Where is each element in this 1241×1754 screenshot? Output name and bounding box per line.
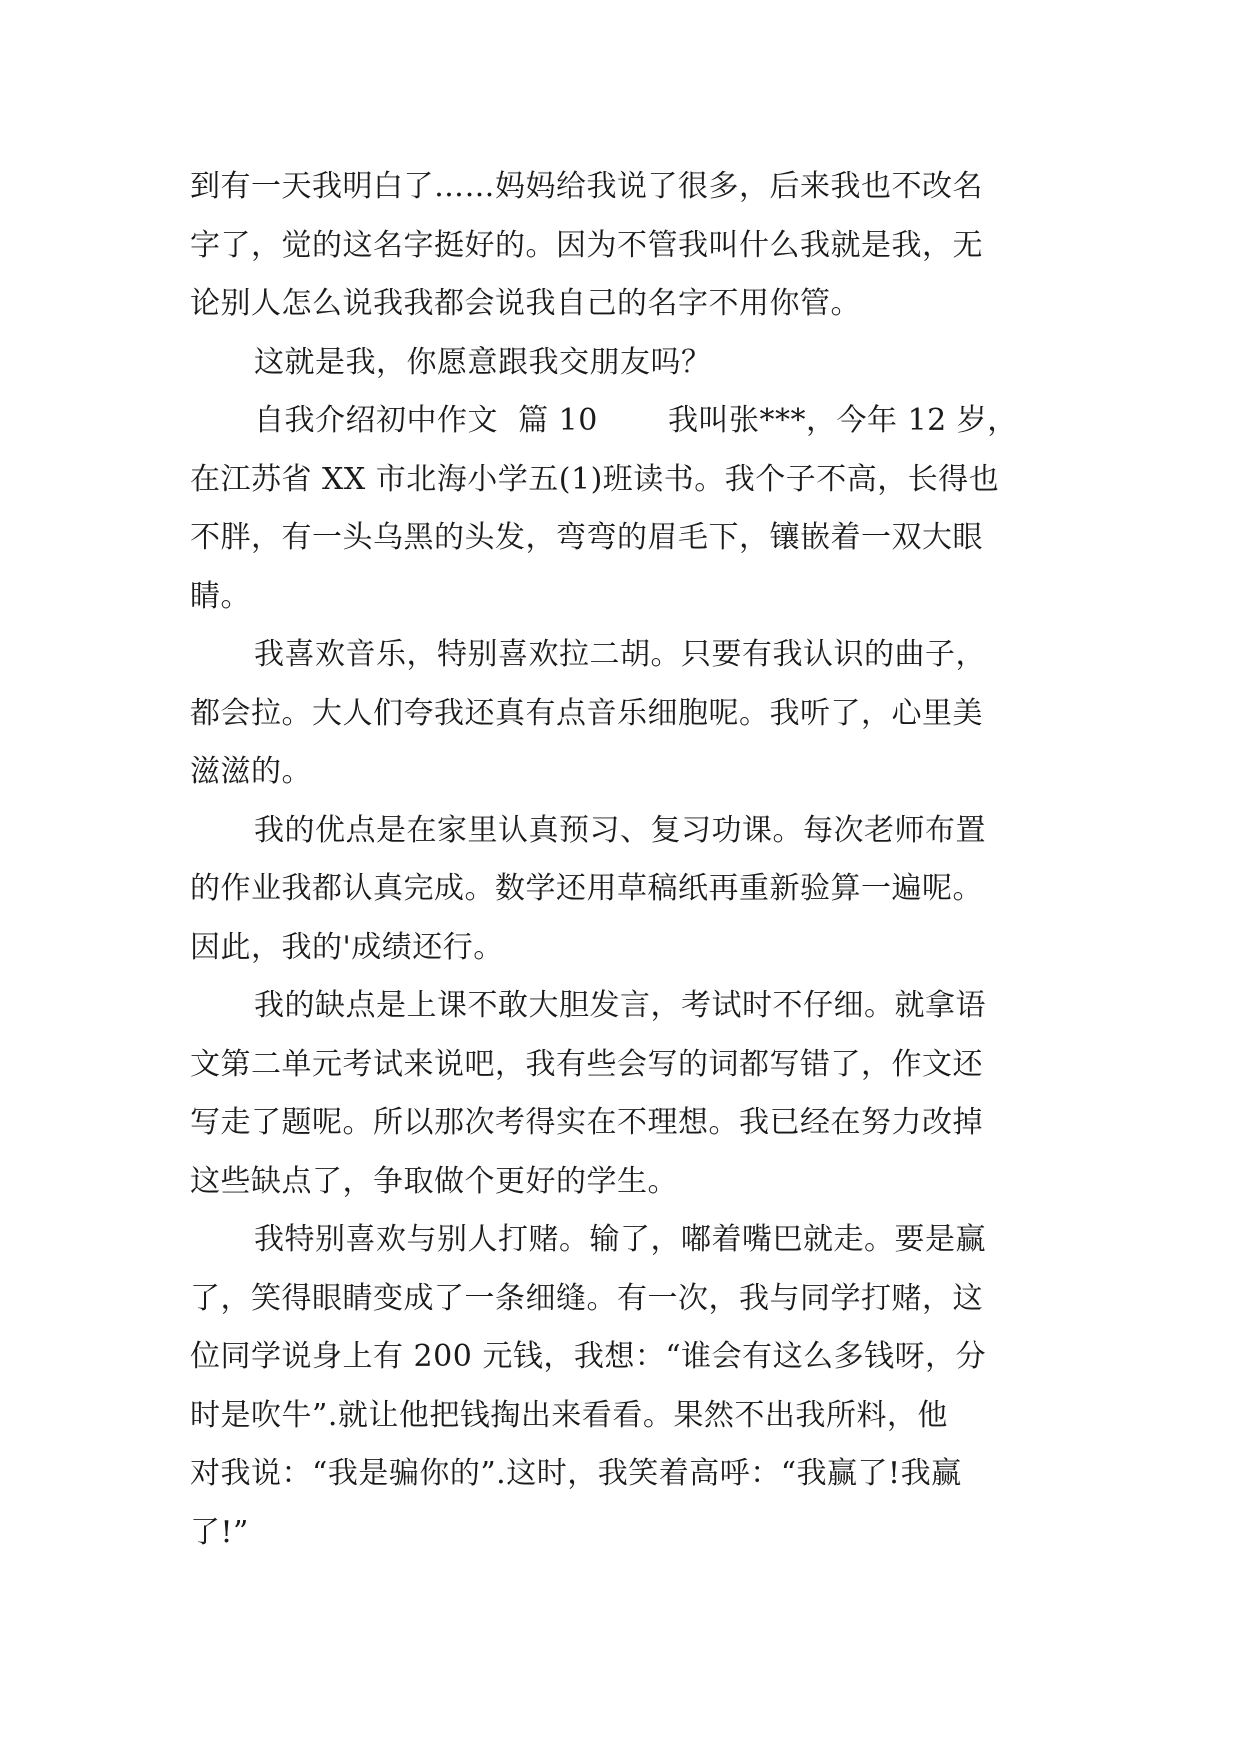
section-heading-line: 自我介绍初中作文 篇 10 我叫张***，今年 12 岁，: [254, 403, 1018, 438]
text-line: 都会拉。大人们夸我还真有点音乐细胞呢。我听了，心里美: [190, 695, 983, 731]
text-line: 我的优点是在家里认真预习、复习功课。每次老师布置: [254, 812, 986, 848]
text-line: 滋滋的。: [190, 754, 312, 789]
text-line: 论别人怎么说我我都会说我自己的名字不用你管。: [190, 286, 861, 321]
text-line: 的作业我都认真完成。数学还用草稿纸再重新验算一遍呢。: [190, 871, 983, 906]
text-line: 文第二单元考试来说吧，我有些会写的词都写错了，作文还: [190, 1046, 983, 1082]
text-line: 因此，我的'成绩还行。: [190, 929, 504, 965]
text-line: 到有一天我明白了……妈妈给我说了很多，后来我也不改名: [190, 169, 983, 204]
text-line: 写走了题呢。所以那次考得实在不理想。我已经在努力改掉: [190, 1105, 983, 1140]
text-line: 位同学说身上有 200 元钱，我想：“谁会有这么多钱呀，分: [190, 1339, 987, 1374]
text-line: 了，笑得眼睛变成了一条细缝。有一次，我与同学打赌，这: [190, 1280, 983, 1316]
text-line: 对我说：“我是骗你的”.这时，我笑着高呼：“我赢了!我赢: [190, 1456, 962, 1491]
text-line: 不胖，有一头乌黑的头发，弯弯的眉毛下，镶嵌着一双大眼: [190, 520, 983, 555]
text-line: 这些缺点了，争取做个更好的学生。: [190, 1163, 678, 1199]
text-line: 我的缺点是上课不敢大胆发言，考试时不仔细。就拿语: [254, 988, 986, 1023]
text-line: 睛。: [190, 578, 251, 614]
text-line: 我喜欢音乐，特别喜欢拉二胡。只要有我认识的曲子，: [254, 637, 986, 672]
essay-body: [190, 158, 1070, 1562]
text-line: 这就是我，你愿意跟我交朋友吗？: [254, 344, 712, 380]
text-line: 时是吹牛”.就让他把钱掏出来看看。果然不出我所料，他: [190, 1397, 948, 1433]
text-line: 在江苏省 XX 市北海小学五(1)班读书。我个子不高，长得也: [190, 461, 1000, 497]
text-line: 了!”: [190, 1514, 249, 1550]
text-line: 字了，觉的这名字挺好的。因为不管我叫什么我就是我，无: [190, 227, 983, 263]
text-line: 我特别喜欢与别人打赌。输了，嘟着嘴巴就走。要是赢: [254, 1222, 986, 1257]
